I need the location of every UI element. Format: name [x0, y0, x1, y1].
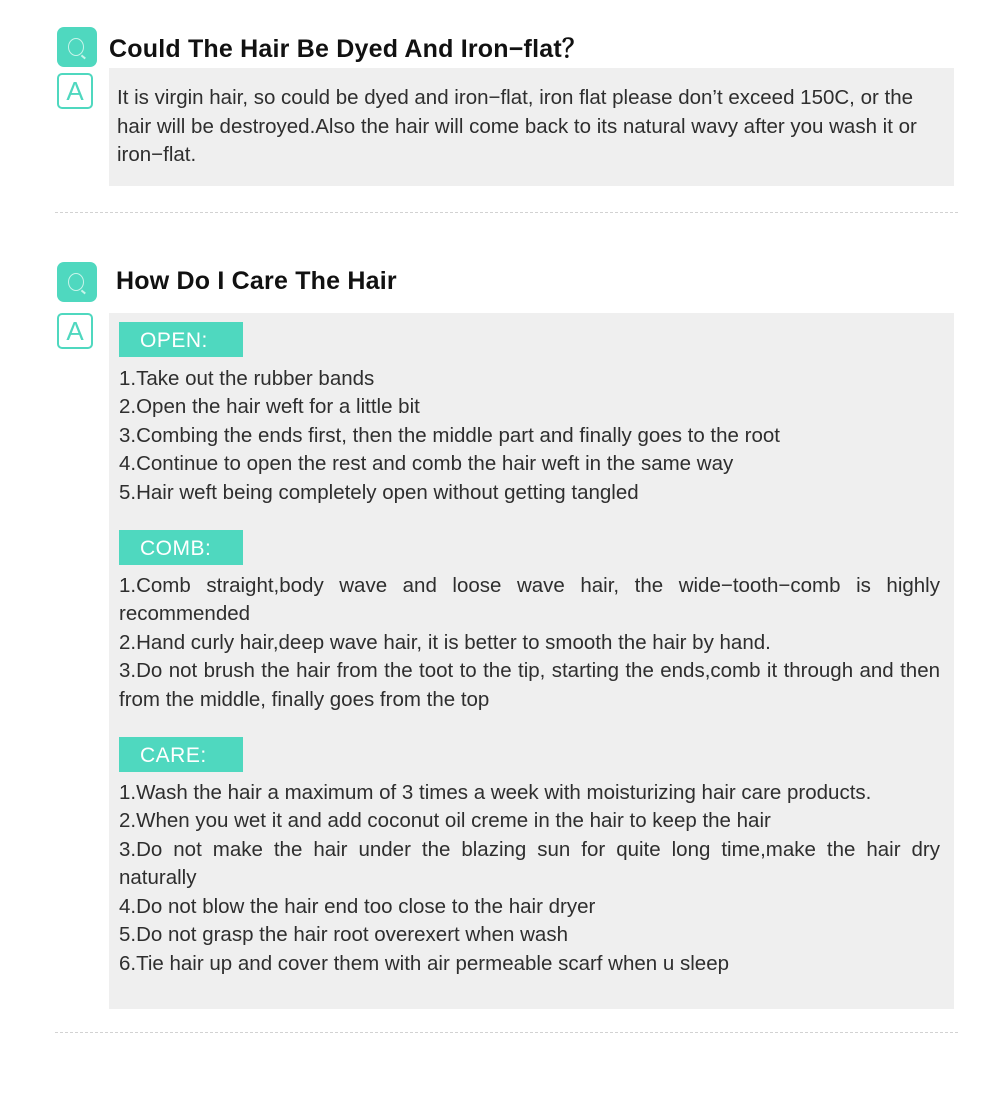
- question-title: Could The Hair Be Dyed And Iron−flat？: [109, 35, 588, 63]
- step-list: [119, 779, 940, 978]
- magnifier-q-icon: [68, 38, 84, 56]
- answer-text: It is virgin hair, so could be dyed and iron−flat, iron flat please don’t exceed 150C, or the hair will be destroyed.Also the hair will come back to its natural wavy after you wash it or iron−flat.: [117, 86, 917, 166]
- list-item: 2.When you wet it and add coconut oil creme in the hair to keep the hair: [119, 809, 771, 833]
- care-section-care: [119, 737, 940, 978]
- section-divider: [55, 1032, 958, 1033]
- care-section-comb: [119, 530, 940, 714]
- list-item: 3.Do not make the hair under the blazing sun for quite long time,make the hair dry naturally: [119, 837, 940, 890]
- question-badge: [57, 27, 97, 67]
- list-item: 4.Do not blow the hair end too close to the hair dryer: [119, 894, 596, 918]
- list-item: 5.Do not grasp the hair root overexert when wash: [119, 923, 568, 947]
- list-item: 2.Open the hair weft for a little bit: [119, 395, 420, 419]
- answer-box: [109, 313, 954, 1009]
- step-list: [119, 572, 940, 714]
- care-section-open: [119, 322, 940, 507]
- list-item: 1.Comb straight,body wave and loose wave hair, the wide−tooth−comb is highly recommended: [119, 574, 940, 626]
- list-item: 4.Continue to open the rest and comb the hair weft in the same way: [119, 452, 734, 476]
- magnifier-q-icon: [68, 273, 84, 291]
- list-item: 1.Take out the rubber bands: [119, 367, 375, 390]
- question-title: How Do I Care The Hair: [116, 267, 397, 295]
- answer-box: [109, 68, 954, 186]
- list-item: 5.Hair weft being completely open without getting tangled: [119, 480, 639, 504]
- list-item: 6.Tie hair up and cover them with air permeable scarf when u sleep: [119, 951, 729, 975]
- section-divider: [55, 212, 958, 213]
- section-tag: OPEN:: [119, 322, 243, 357]
- section-tag: CARE:: [119, 737, 243, 772]
- list-item: 3.Do not brush the hair from the toot to the tip, starting the ends,comb it through and then from the middle, finally goes from the top: [119, 659, 940, 711]
- list-item: 2.Hand curly hair,deep wave hair, it is better to smooth the hair by hand.: [119, 630, 771, 654]
- answer-badge: A: [57, 73, 93, 109]
- section-tag: COMB:: [119, 530, 243, 565]
- question-badge: [57, 262, 97, 302]
- list-item: 3.Combing the ends first, then the middle part and finally goes to the root: [119, 423, 780, 447]
- step-list: [119, 365, 940, 507]
- list-item: 1.Wash the hair a maximum of 3 times a week with moisturizing hair care products.: [119, 781, 872, 805]
- answer-badge: A: [57, 313, 93, 349]
